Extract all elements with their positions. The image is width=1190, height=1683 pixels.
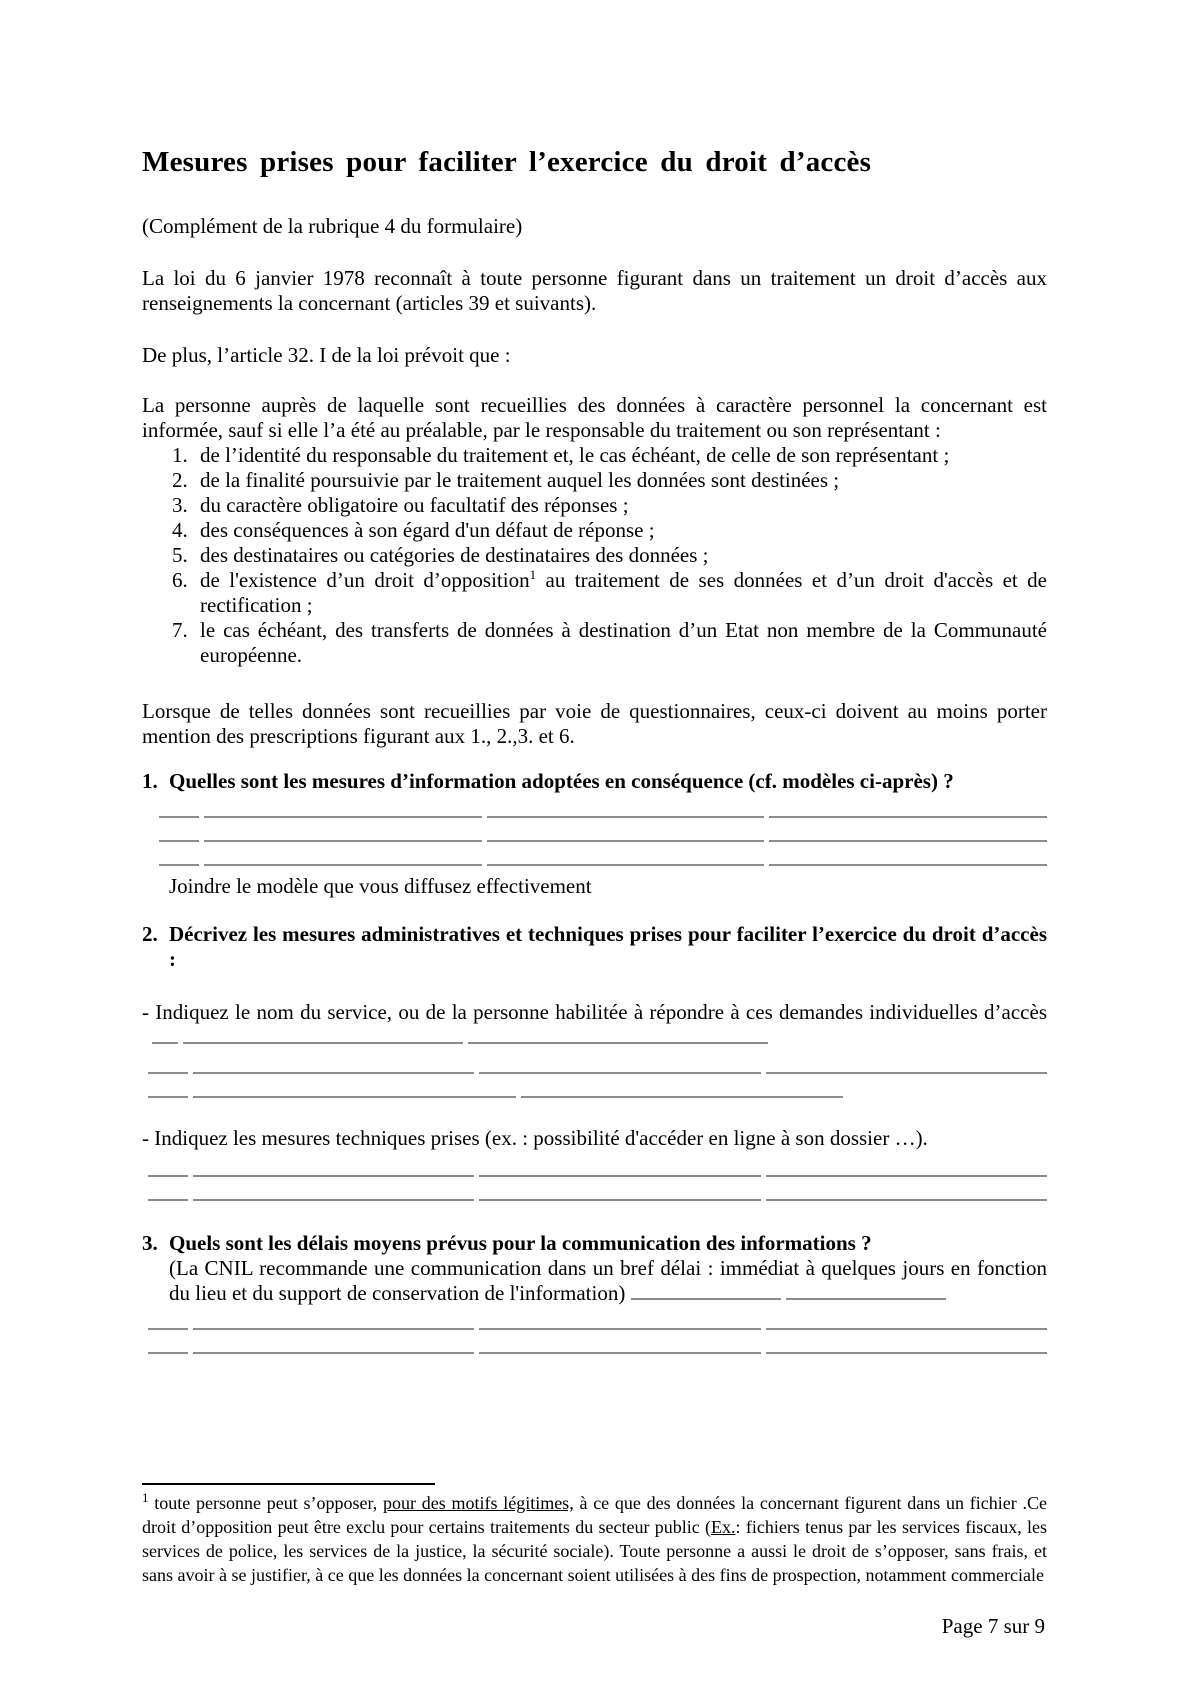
answer-line[interactable] xyxy=(159,795,1047,818)
footnote-text: toute personne peut s’opposer, xyxy=(148,1493,383,1513)
footnote-underlined-text: Ex. xyxy=(711,1517,736,1537)
footnote-text: : fichiers tenus par les services fiscaux, les services de police, les services de la justice, la sécurité sociale). Toute personne a aussi le droit de s’opposer, sans frais, et sans avoir à se justifier, à ce que les données la concernant soient utilisées à des fins de prospection, notamment commerciale xyxy=(142,1517,1047,1585)
question-3 xyxy=(142,1231,1047,1306)
list-item xyxy=(142,543,1047,568)
list-item xyxy=(142,518,1047,543)
cnil-recommendation: (La CNIL recommande une communication dans un bref délai : immédiat à quelques jours en fonction du lieu et du support de conservation de l'information) xyxy=(169,1256,1047,1305)
list-item-number: 3. xyxy=(172,493,188,517)
list-item-text: des conséquences à son égard d'un défaut de réponse ; xyxy=(200,518,655,542)
list-item-number: 2. xyxy=(172,468,188,492)
list-item-number: 1. xyxy=(172,443,188,467)
footnote-underlined-text: pour des motifs légitimes, xyxy=(382,1493,574,1513)
list-item-number: 4. xyxy=(172,518,188,542)
answer-line[interactable] xyxy=(631,1285,946,1300)
sub-question-technical xyxy=(142,1126,1047,1151)
list-item-text: le cas échéant, des transferts de données à destination d’un Etat non membre de la Communauté européenne. xyxy=(200,618,1047,667)
question-number: 1. xyxy=(142,769,158,793)
question-label: Quels sont les délais moyens prévus pour la communication des informations ? xyxy=(169,1231,872,1255)
question-1 xyxy=(142,769,1047,794)
answer-line[interactable] xyxy=(148,1075,843,1098)
list-item-text-post: au traitement de ses données et d’un droit d'accès et de rectification ; xyxy=(200,568,1047,617)
question-label: Décrivez les mesures administratives et techniques prises pour faciliter l’exercice du droit d’accès : xyxy=(169,922,1047,971)
list-item-text: du caractère obligatoire ou facultatif des réponses ; xyxy=(200,493,629,517)
answer-line[interactable] xyxy=(159,843,1047,866)
page-title: Mesures prises pour faciliter l’exercice du droit d’accès xyxy=(142,146,872,178)
list-item xyxy=(142,443,1047,468)
list-item-number: 7. xyxy=(172,618,188,642)
answer-line[interactable] xyxy=(148,1051,1047,1074)
intro-paragraph-article: De plus, l’article 32. I de la loi prévoit que : xyxy=(142,343,511,367)
list-item xyxy=(142,493,1047,518)
paragraph-questionnaires: Lorsque de telles données sont recueillies par voie de questionnaires, ceux-ci doivent au moins porter mention des prescriptions figurant aux 1., 2.,3. et 6. xyxy=(142,699,1047,748)
list-item xyxy=(142,618,1047,668)
intro-paragraph-person: La personne auprès de laquelle sont recueillies des données à caractère personnel la concernant est informée, sauf si elle l’a été au préalable, par le responsable du traitement ou son représentant : xyxy=(142,393,1047,442)
question-label: Quelles sont les mesures d’information adoptées en conséquence (cf. modèles ci-après) ? xyxy=(169,769,954,793)
list-item xyxy=(142,468,1047,493)
footnote-reference: 1 xyxy=(529,567,537,582)
footnote-marker: 1 xyxy=(142,1490,149,1505)
attach-model-note: Joindre le modèle que vous diffusez effectivement xyxy=(169,874,592,898)
numbered-list xyxy=(142,443,1047,668)
question-note xyxy=(169,1256,1047,1305)
intro-paragraph-law: La loi du 6 janvier 1978 reconnaît à toute personne figurant dans un traitement un droit d’accès aux renseignements la concernant (articles 39 et suivants). xyxy=(142,266,1047,315)
answer-line[interactable] xyxy=(159,819,1047,842)
answer-line[interactable] xyxy=(148,1154,1047,1177)
answer-line[interactable] xyxy=(148,1178,1047,1201)
list-item-text: des destinataires ou catégories de destinataires des données ; xyxy=(200,543,709,567)
answer-line[interactable] xyxy=(152,1029,768,1044)
list-item-text-pre: de l'existence d’un droit d’opposition xyxy=(200,568,530,592)
footnote-text: à ce que des données la concernant figurent dans un fichier .Ce droit d’opposition peut être exclu pour certains traitements du secteur public ( xyxy=(142,1493,1047,1537)
list-item-text xyxy=(200,568,1047,618)
sub-question-text: - Indiquez les mesures techniques prises (ex. : possibilité d'accéder en ligne à son dossier …). xyxy=(142,1126,928,1150)
question-number: 2. xyxy=(142,922,158,946)
answer-line[interactable] xyxy=(148,1331,1047,1354)
answer-line[interactable] xyxy=(148,1307,1047,1330)
page-number: Page 7 sur 9 xyxy=(941,1614,1045,1638)
footnote-separator xyxy=(142,1483,435,1485)
list-item-text: de la finalité poursuivie par le traitement auquel les données sont destinées ; xyxy=(200,468,840,492)
footnote xyxy=(142,1491,1047,1587)
sub-question-text: - Indiquez le nom du service, ou de la personne habilitée à répondre à ces demandes individuelles d’accès xyxy=(142,1000,1047,1024)
list-item-number: 5. xyxy=(172,543,188,567)
list-item-text: de l’identité du responsable du traitement et, le cas échéant, de celle de son représentant ; xyxy=(200,443,950,467)
list-item xyxy=(142,568,1047,618)
question-2 xyxy=(142,922,1047,972)
list-item-number: 6. xyxy=(172,568,188,592)
subtitle: (Complément de la rubrique 4 du formulaire) xyxy=(142,214,523,238)
sub-question-service xyxy=(142,1000,1047,1050)
question-label-wrap xyxy=(169,1231,1047,1306)
question-number: 3. xyxy=(142,1231,158,1255)
